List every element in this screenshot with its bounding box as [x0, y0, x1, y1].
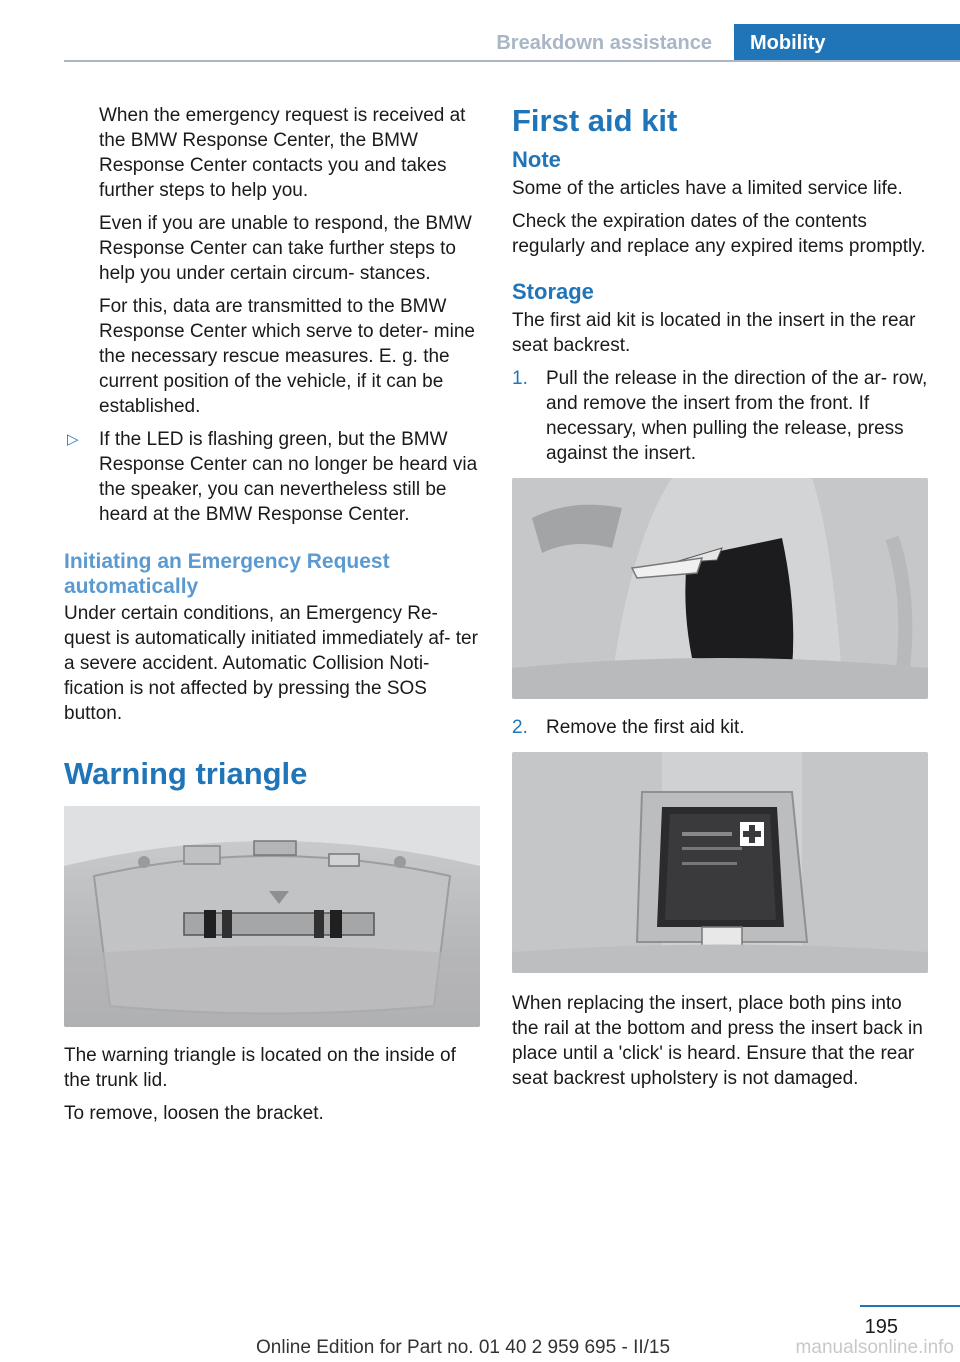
footer-rule	[860, 1305, 960, 1307]
right-column	[512, 103, 930, 1099]
paragraph: Some of the articles have a limited service life.	[512, 178, 903, 199]
bullet-triangle-icon: ▷	[67, 431, 79, 448]
rear-seat-insert-photo	[512, 478, 928, 699]
paragraph: Check the expiration dates of the contents regularly and replace any expired items promptly.	[512, 211, 926, 257]
warning-triangle-heading: Warning triangle	[64, 756, 308, 791]
paragraph: For this, data are transmitted to the BMW Response Center which serve to deter‐ mine the necessary rescue measures. E. g. the current position of the vehicle, if it can be established.	[99, 296, 475, 417]
page-number: 195	[864, 1316, 898, 1338]
section-title: Breakdown assistance	[496, 32, 712, 54]
paragraph: When the emergency request is received at the BMW Response Center, the BMW Response Center contacts you and takes further steps to help you.	[99, 105, 466, 201]
paragraph: Under certain conditions, an Emergency Re‐ quest is automatically initiated immediately af‐ ter a severe accident. Automatic Collision Noti‐ fication is not affected by pressing the SOS button.	[64, 603, 478, 724]
step-text: Pull the release in the direction of the ar‐ row, and remove the insert from the front. If necessary, when pulling the release, press against the insert.	[546, 368, 928, 464]
paragraph: To remove, loosen the bracket.	[64, 1103, 324, 1124]
bullet-item	[64, 427, 480, 527]
step-text: Remove the first aid kit.	[546, 717, 745, 738]
storage-heading: Storage	[512, 279, 594, 304]
list-item	[512, 366, 930, 466]
paragraph: The warning triangle is located on the inside of the trunk lid.	[64, 1045, 456, 1091]
paragraph: When replacing the insert, place both pins into the rail at the bottom and press the insert back in place until a 'click' is heard. Ensure that the rear seat backrest upholstery is not damaged.	[512, 993, 923, 1089]
step-number: 2.	[512, 717, 528, 738]
paragraph: The first aid kit is located in the insert in the rear seat backrest.	[512, 310, 916, 356]
bullet-text: If the LED is flashing green, but the BMW Response Center can no longer be heard via the speaker, you can nevertheless still be heard at the BMW Response Center.	[99, 429, 478, 525]
first-aid-heading: First aid kit	[512, 103, 678, 138]
left-column	[64, 103, 480, 1134]
list-item	[512, 715, 930, 740]
edition-text: Online Edition for Part no. 01 40 2 959 695 - II/15	[256, 1337, 671, 1358]
watermark: manualsonline.info	[795, 1337, 954, 1358]
trunk-lid-photo	[64, 806, 480, 1027]
note-heading: Note	[512, 147, 561, 172]
header-rule	[64, 60, 960, 62]
auto-request-heading: Initiating an Emergency Request automatically	[64, 550, 390, 598]
first-aid-kit-photo	[512, 752, 928, 973]
paragraph: Even if you are unable to respond, the BMW Response Center can take further steps to help you under certain circum‐ stances.	[99, 213, 472, 284]
chapter-tab: Mobility	[734, 24, 960, 62]
page-header	[0, 0, 960, 70]
step-number: 1.	[512, 368, 528, 389]
